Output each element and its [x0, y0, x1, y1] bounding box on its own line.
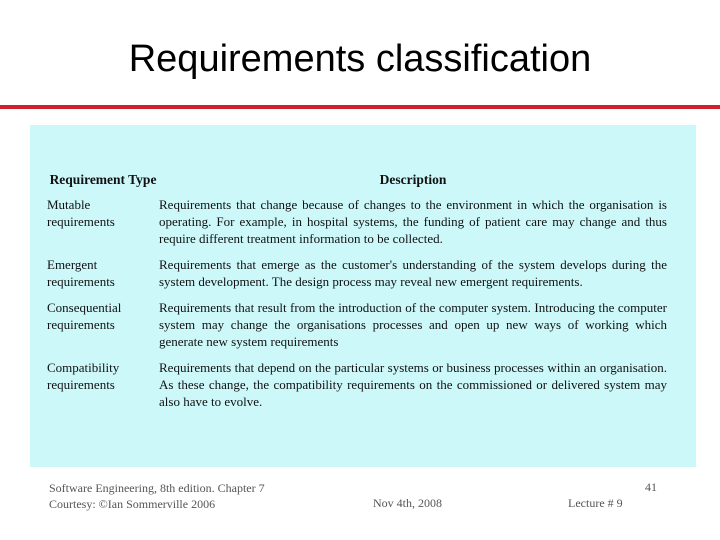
header-requirement-type: Requirement Type: [49, 172, 157, 187]
table-header-row: [47, 171, 667, 196]
slide-title: Requirements classification: [128, 38, 592, 80]
footer-book-edition: Software Engineering, 8th edition. Chapter 7: [49, 481, 265, 495]
requirement-description-cell: Requirements that depend on the particular systems or business processes within an organisation. As these change, the compatibility requirements on the commissioned or delivered system may also have to evolve.: [159, 360, 667, 409]
requirements-table: [47, 171, 667, 419]
table-row: [47, 359, 667, 419]
requirement-description-cell: Requirements that result from the introduction of the computer system. Introducing the computer system may change the organisations processes and open up new ways of working which generate new system requirements: [159, 300, 667, 349]
table-row: [47, 196, 667, 256]
requirement-type-cell: Emergent requirements: [47, 257, 115, 289]
footer-date: Nov 4th, 2008: [373, 496, 442, 510]
requirement-description-cell: Requirements that change because of changes to the environment in which the organisation is operating. For example, in hospital systems, the funding of patient care may change and thus require different treatment information to be collected.: [159, 197, 667, 246]
requirement-type-cell: Mutable requirements: [47, 197, 115, 229]
requirement-type-cell: Compatibility requirements: [47, 360, 120, 392]
footer-lecture-number: Lecture # 9: [568, 496, 623, 510]
table-row: [47, 256, 667, 299]
footer-page-number: 41: [645, 480, 657, 494]
requirement-description-cell: Requirements that emerge as the customer's understanding of the system develops during the system development. The design process may reveal new emergent requirements.: [159, 257, 667, 289]
requirement-type-cell: Consequential requirements: [47, 300, 122, 332]
table-row: [47, 299, 667, 359]
title-divider: [0, 105, 720, 109]
header-description: Description: [379, 172, 447, 187]
footer-courtesy: Courtesy: ©Ian Sommerville 2006: [49, 497, 216, 511]
footer-credits: [49, 480, 265, 512]
